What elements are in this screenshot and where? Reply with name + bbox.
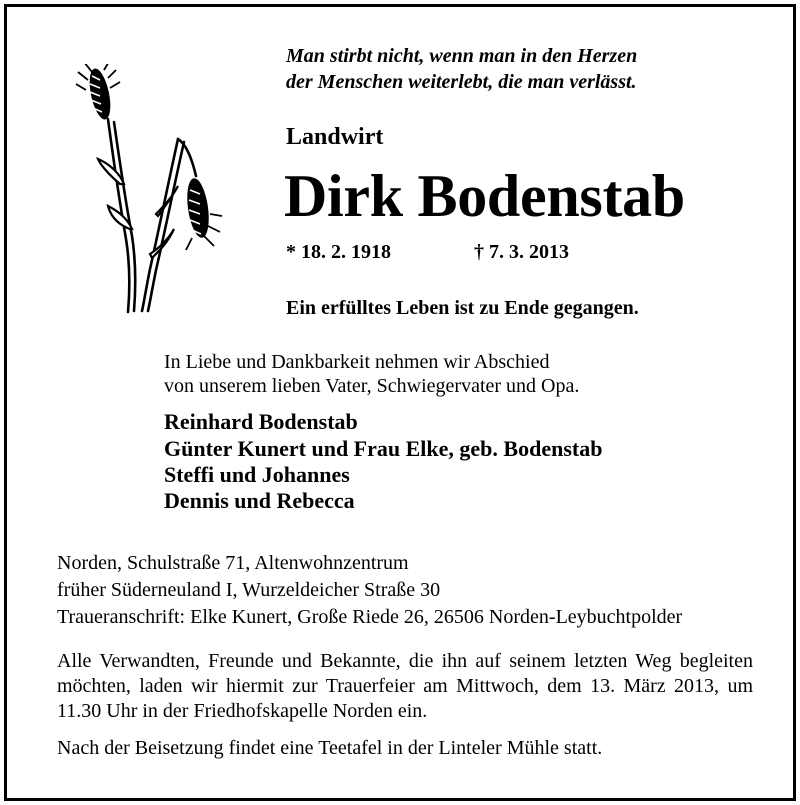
mourner: Dennis und Rebecca <box>164 488 355 513</box>
address-line: Norden, Schulstraße 71, Altenwohnzentrum <box>57 552 409 574</box>
closing-note: Nach der Beisetzung findet eine Teetafel in der Linteler Mühle statt. <box>57 737 603 759</box>
thanks-line-1: In Liebe und Dankbarkeit nehmen wir Abschied <box>164 351 550 373</box>
birth-date: * 18. 2. 1918 <box>286 241 391 263</box>
mourner: Steffi und Johannes <box>164 462 350 487</box>
mourner: Reinhard Bodenstab <box>164 409 358 434</box>
deceased-name: Dirk Bodenstab <box>284 163 685 229</box>
wheat-ears-icon <box>70 64 230 314</box>
profession: Landwirt <box>286 124 384 150</box>
quote-line-1: Man stirbt nicht, wenn man in den Herzen <box>286 45 638 67</box>
funeral-invitation: Alle Verwandten, Freunde und Bekannte, die ihn auf seinem letzten Weg begleiten möchten, laden wir hiermit zur Trauerfeier am Mittwoch, dem 13. März 2013, um 11.30 Uhr in der Friedhofskapelle Norden ein. <box>57 650 753 722</box>
quote-line-2: der Menschen weiterlebt, die man verlässt. <box>286 71 637 93</box>
mourner: Günter Kunert und Frau Elke, geb. Bodenstab <box>164 436 603 461</box>
life-statement: Ein erfülltes Leben ist zu Ende gegangen. <box>286 297 639 319</box>
thanks-line-2: von unserem lieben Vater, Schwiegervater und Opa. <box>164 375 580 397</box>
address-line: früher Süderneuland I, Wurzeldeicher Straße 30 <box>57 579 441 601</box>
death-date: † 7. 3. 2013 <box>474 241 569 263</box>
address-line: Traueranschrift: Elke Kunert, Große Riede 26, 26506 Norden-Leybuchtpolder <box>57 606 683 628</box>
